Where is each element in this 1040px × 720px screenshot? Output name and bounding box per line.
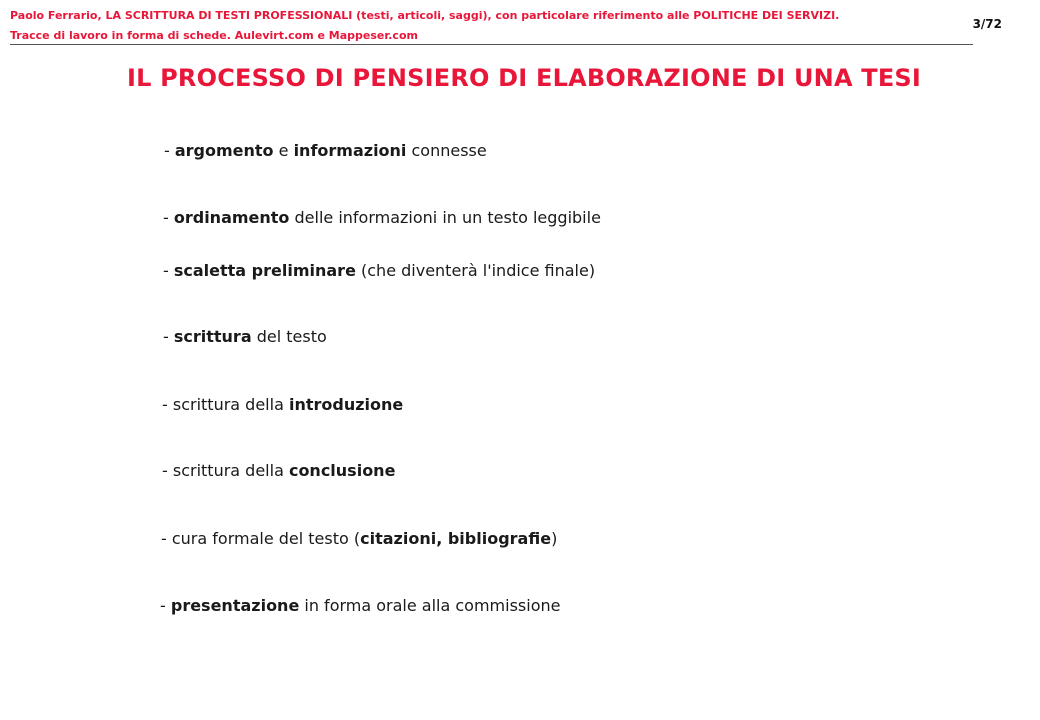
item-text: delle informazioni in un testo leggibile — [289, 208, 601, 227]
item-text: connesse — [406, 141, 487, 160]
list-item-argomento — [164, 141, 487, 160]
item-text: - — [164, 141, 175, 160]
item-text: del testo — [251, 327, 327, 346]
item-bold: ordinamento — [173, 208, 290, 227]
list-item-presentazione — [160, 596, 560, 615]
header-line-2: Tracce di lavoro in forma di schede. Aulevirt.com e Mappeser.com — [10, 29, 418, 42]
list-item-conclusione — [162, 461, 395, 480]
item-text: - — [163, 208, 174, 227]
item-text: ) — [551, 529, 558, 548]
item-text: - cura formale del testo ( — [161, 529, 361, 548]
item-bold: conclusione — [288, 461, 396, 480]
item-text: - scrittura della — [162, 395, 289, 414]
item-text: - — [163, 327, 174, 346]
page-number: 3/72 — [972, 17, 1002, 31]
item-bold: scaletta preliminare — [173, 261, 356, 280]
list-item-ordinamento — [163, 208, 601, 227]
item-text: in forma orale alla commissione — [299, 596, 561, 615]
item-text: - — [160, 596, 171, 615]
item-text: - scrittura della — [162, 461, 289, 480]
item-bold: citazioni, bibliografie — [360, 529, 552, 548]
item-text: (che diventerà l'indice finale) — [355, 261, 596, 280]
item-text: - — [163, 261, 174, 280]
item-bold: introduzione — [288, 395, 404, 414]
header-divider — [10, 44, 973, 45]
header-line-1: Paolo Ferrario, LA SCRITTURA DI TESTI PROFESSIONALI (testi, articoli, saggi), con particolare riferimento alle POLITICHE DEI SERVIZI. — [10, 9, 840, 22]
list-item-scaletta — [163, 261, 595, 280]
list-item-cura-formale — [161, 529, 557, 548]
item-bold: scrittura — [173, 327, 252, 346]
item-bold: argomento — [174, 141, 274, 160]
page-title: IL PROCESSO DI PENSIERO DI ELABORAZIONE DI UNA TESI — [126, 64, 922, 92]
item-text: e — [273, 141, 294, 160]
list-item-scrittura — [163, 327, 327, 346]
item-bold: presentazione — [170, 596, 300, 615]
list-item-introduzione — [162, 395, 403, 414]
item-bold: informazioni — [293, 141, 407, 160]
